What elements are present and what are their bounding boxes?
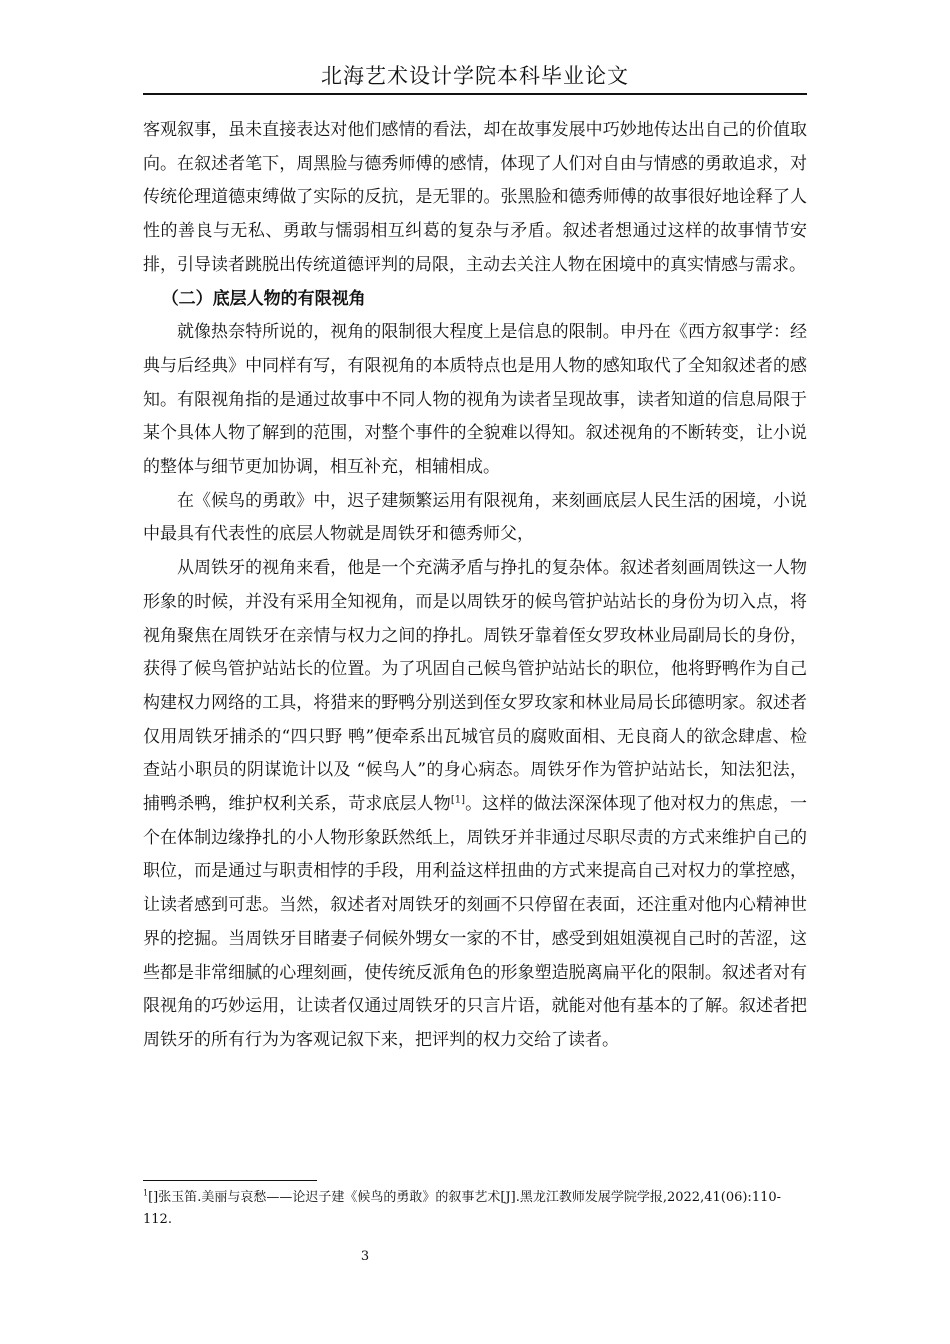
footnote-reference[interactable]: [1] <box>450 794 465 806</box>
footnote-text: []张玉笛.美丽与哀愁——论迟子建《候鸟的勇敢》的叙事艺术[J].黑龙江教师发展学院学报,2022,41(06):110-112. <box>143 1190 782 1227</box>
paragraph-2: 就像热奈特所说的，视角的限制很大程度上是信息的限制。申丹在《西方叙事学：经典与后经典》中同样有写，有限视角的本质特点也是用人物的感知取代了全知叙述者的感知。有限视角指的是通过故事中不同人物的视角为读者呈现故事，读者知道的信息局限于某个具体人物了解到的范围，对整个事件的全貌难以得知。叙述视角的不断转变，让小说的整体与细节更加协调，相互补充，相辅相成。 <box>143 322 807 478</box>
paragraph-4-part-2: 。这样的做法深深体现了他对权力的焦虑，一个在体制边缘挣扎的小人物形象跃然纸上，周铁牙并非通过尽职尽责的方式来维护自己的职位，而是通过与职责相悖的手段，用利益这样扭曲的方式来提高自己对权力的掌控感，让读者感到可悲。当然，叙述者对周铁牙的刻画不只停留在表面，还注重对他内心精神世界的挖掘。当周铁牙目睹妻子伺候外甥女一家的不甘，感受到姐姐漠视自己时的苦涩，这些都是非常细腻的心理刻画，使传统反派角色的形象塑造脱离扁平化的限制。叙述者对有限视角的巧妙运用，让读者仅通过周铁牙的只言片语，就能对他有基本的了解。叙述者把周铁牙的所有行为为客观记叙下来，把评判的权力交给了读者。 <box>143 794 807 1050</box>
paragraph-1: 客观叙事，虽未直接表达对他们感情的看法，却在故事发展中巧妙地传达出自己的价值取向。在叙述者笔下，周黑脸与德秀师傅的感情，体现了人们对自由与情感的勇敢追求，对传统伦理道德束缚做了实际的反抗，是无罪的。张黑脸和德秀师傅的故事很好地诠释了人性的善良与无私、勇敢与懦弱相互纠葛的复杂与矛盾。叙述者想通过这样的故事情节安排，引导读者跳脱出传统道德评判的局限，主动去关注人物在困境中的真实情感与需求。 <box>143 120 807 275</box>
footnote-mark: 1 <box>143 1188 149 1198</box>
page-header-title: 北海艺术设计学院本科毕业论文 <box>321 64 629 88</box>
body-text <box>143 114 807 1058</box>
paragraph-4 <box>143 552 807 1058</box>
footnote-rule <box>143 1180 317 1181</box>
section-heading: （二）底层人物的有限视角 <box>161 288 366 309</box>
header-rule <box>143 93 807 95</box>
page-number: 3 <box>360 1249 370 1264</box>
paragraph-4-part-1: 从周铁牙的视角来看，他是一个充满矛盾与挣扎的复杂体。叙述者刻画周铁这一人物形象的时候，并没有采用全知视角，而是以周铁牙的候鸟管护站站长的身份为切入点，将视角聚焦在周铁牙在亲情与权力之间的挣扎。周铁牙靠着侄女罗玫林业局副局长的身份，获得了候鸟管护站站长的位置。为了巩固自己候鸟管护站站长的职位，他将野鸭作为自己构建权力网络的工具，将猎来的野鸭分别送到侄女罗玫家和林业局局长邱德明家。叙述者仅用周铁牙捕杀的“四只野 鸭”便牵系出瓦城官员的腐败面相、无良商人的欲念肆虐、检查站小职员的阴谋诡计以及 “候鸟人”的身心病态。周铁牙作为管护站站长，知法犯法，捕鸭杀鸭，维护权利关系，苛求底层人物 <box>143 558 807 815</box>
footnote <box>143 1187 807 1231</box>
paragraph-3: 在《候鸟的勇敢》中，迟子建频繁运用有限视角，来刻画底层人民生活的困境，小说中最具有代表性的底层人物就是周铁牙和德秀师父， <box>143 490 807 545</box>
